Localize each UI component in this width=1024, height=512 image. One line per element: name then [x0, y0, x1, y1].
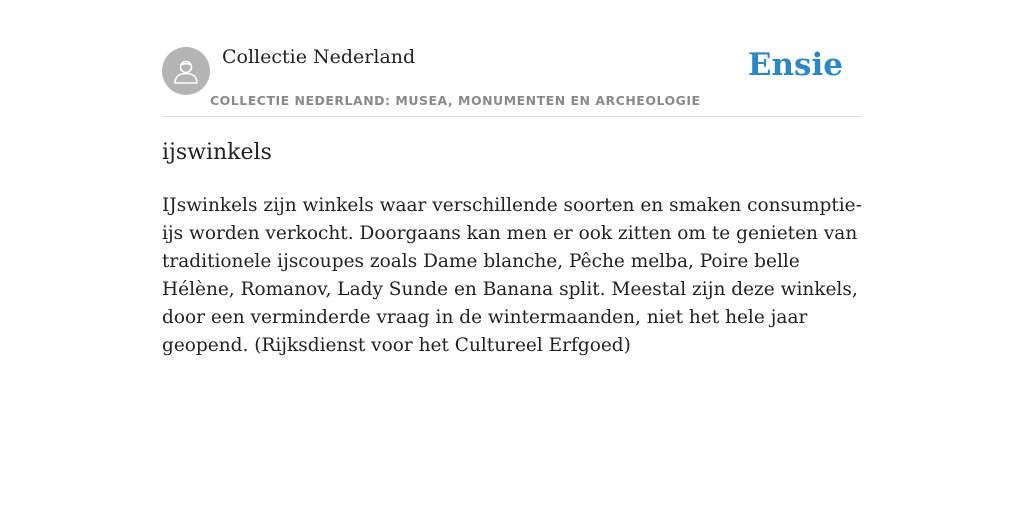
ensie-logo[interactable]: Ensie — [747, 47, 843, 83]
user-icon — [171, 56, 201, 86]
entry-title: ijswinkels — [162, 140, 272, 165]
entry-header — [162, 0, 862, 117]
entry-definition: IJswinkels zijn winkels waar verschillende soorten en smaken consumptie-ijs worden verkocht. Doorgaans kan men er ook zitten om te genieten van traditionele ijscoupes zoals Dame blanche, Pêche melba, Poire belle Hélène, Romanov, Lady Sunde en Banana split. Meestal zijn deze winkels, door een verminderde vraag in de wintermaanden, niet het hele jaar geopend. (Rijksdienst voor het Cultureel Erfgoed) — [162, 195, 862, 356]
author-avatar[interactable] — [162, 47, 210, 95]
author-name[interactable]: Collectie Nederland — [222, 46, 416, 68]
author-category[interactable]: COLLECTIE NEDERLAND: MUSEA, MONUMENTEN EN ARCHEOLOGIE — [210, 93, 701, 108]
